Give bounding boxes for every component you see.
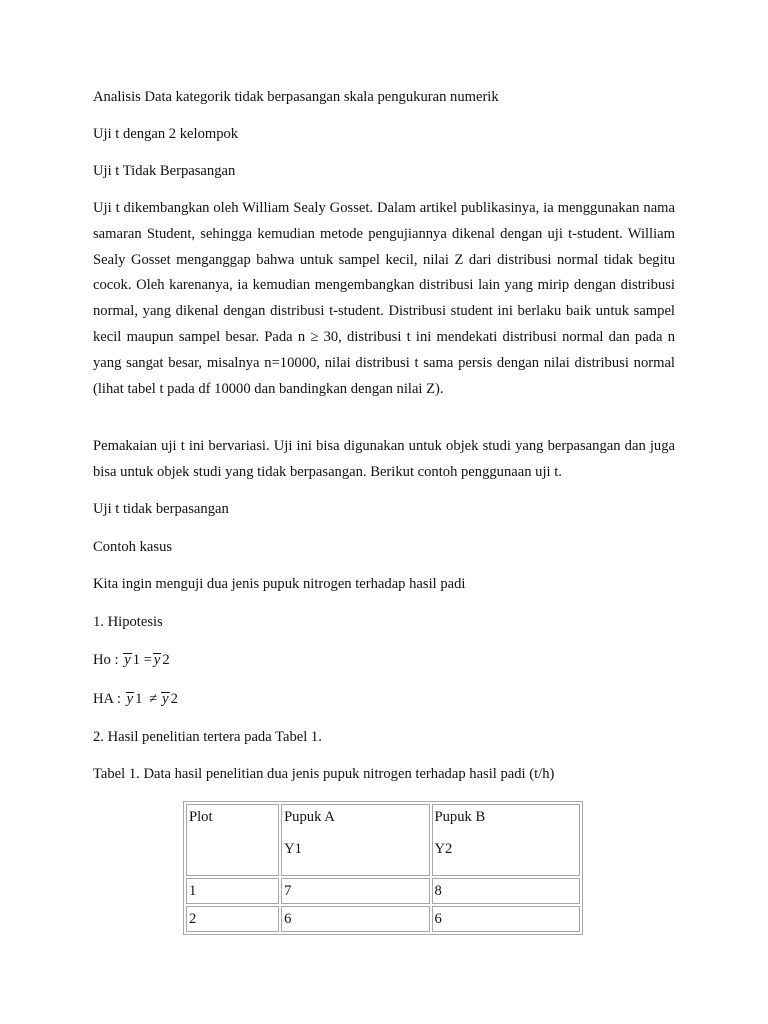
ho-operator: = [143,652,152,668]
ho-sub-2: 2 [162,652,170,668]
table-caption: Tabel 1. Data hasil penelitian dua jenis pupuk nitrogen terhadap hasil padi (t/h) [93,766,555,782]
table-header-row [186,804,580,876]
step-hipotesis: 1. Hipotesis [93,614,163,630]
heading-uji-t-tidak-berpasangan-2: Uji t tidak berpasangan [93,501,229,517]
ho-label: Ho : [93,652,119,668]
header-pupuk-b [432,804,580,876]
heading-uji-t-tidak-berpasangan: Uji t Tidak Berpasangan [93,163,236,179]
cell-pupuk-a: 7 [281,878,429,904]
table-row [186,878,580,904]
null-hypothesis [93,650,170,670]
step-hasil-penelitian: 2. Hasil penelitian tertera pada Tabel 1. [93,729,322,745]
header-pupuk-b-label: Pupuk B [434,809,486,825]
ho-sub-1: 1 [132,652,140,668]
data-table [183,801,583,935]
document-title-line: Analisis Data kategorik tidak berpasangan skala pengukuran numerik [93,89,499,105]
ha-ybar-2: y [162,691,169,707]
cell-plot: 1 [186,878,279,904]
ha-sub-2: 2 [170,691,178,707]
cell-pupuk-a: 6 [281,906,429,932]
paragraph-pemakaian: Pemakaian uji t ini bervariasi. Uji ini bisa digunakan untuk objek studi yang berpasangan dan juga bisa untuk objek studi yang tidak berpasangan. Berikut contoh penggunaan uji t. [93,438,675,480]
header-plot-label: Plot [189,809,213,825]
heading-uji-t-2-kelompok: Uji t dengan 2 kelompok [93,126,239,142]
ho-ybar-2: y [153,652,161,668]
ha-sub-1: 1 [135,691,143,707]
header-pupuk-a-sub: Y1 [284,841,302,857]
cell-pupuk-b: 6 [432,906,580,932]
table-row [186,906,580,932]
paragraph-gosset: Uji t dikembangkan oleh William Sealy Gosset. Dalam artikel publikasinya, ia menggunakan nama samaran Student, sehingga kemudian metode pengujiannya dikenal dengan uji t-student. William Sealy Gosset menganggap bahwa untuk sampel kecil, nilai Z dari distribusi normal tidak begitu cocok. Oleh karenanya, ia kemudian mengembangkan distribusi lain yang mirip dengan distribusi normal, yang dikenal dengan distribusi t-student. Distribusi student ini berlaku baik untuk sampel kecil maupun sampel besar. Pada n ≥ 30, distribusi t ini mendekati distribusi normal dan pada n yang sangat besar, misalnya n=10000, nilai distribusi t sama persis dengan nilai distribusi normal (lihat tabel t pada df 10000 dan bandingkan dengan nilai Z). [93,200,675,397]
alternative-hypothesis [93,689,178,709]
header-pupuk-a-label: Pupuk A [284,809,335,825]
header-pupuk-b-sub: Y2 [434,841,453,857]
ha-ybar-1: y [126,691,134,707]
case-statement: Kita ingin menguji dua jenis pupuk nitrogen terhadap hasil padi [93,576,466,592]
header-pupuk-a [281,804,429,876]
header-plot [186,804,279,876]
ho-ybar-1: y [124,652,131,668]
cell-plot: 2 [186,906,279,932]
ha-label: HA : [93,691,121,707]
ha-operator: ≠ [149,691,158,707]
cell-pupuk-b: 8 [432,878,580,904]
heading-contoh-kasus: Contoh kasus [93,539,173,555]
